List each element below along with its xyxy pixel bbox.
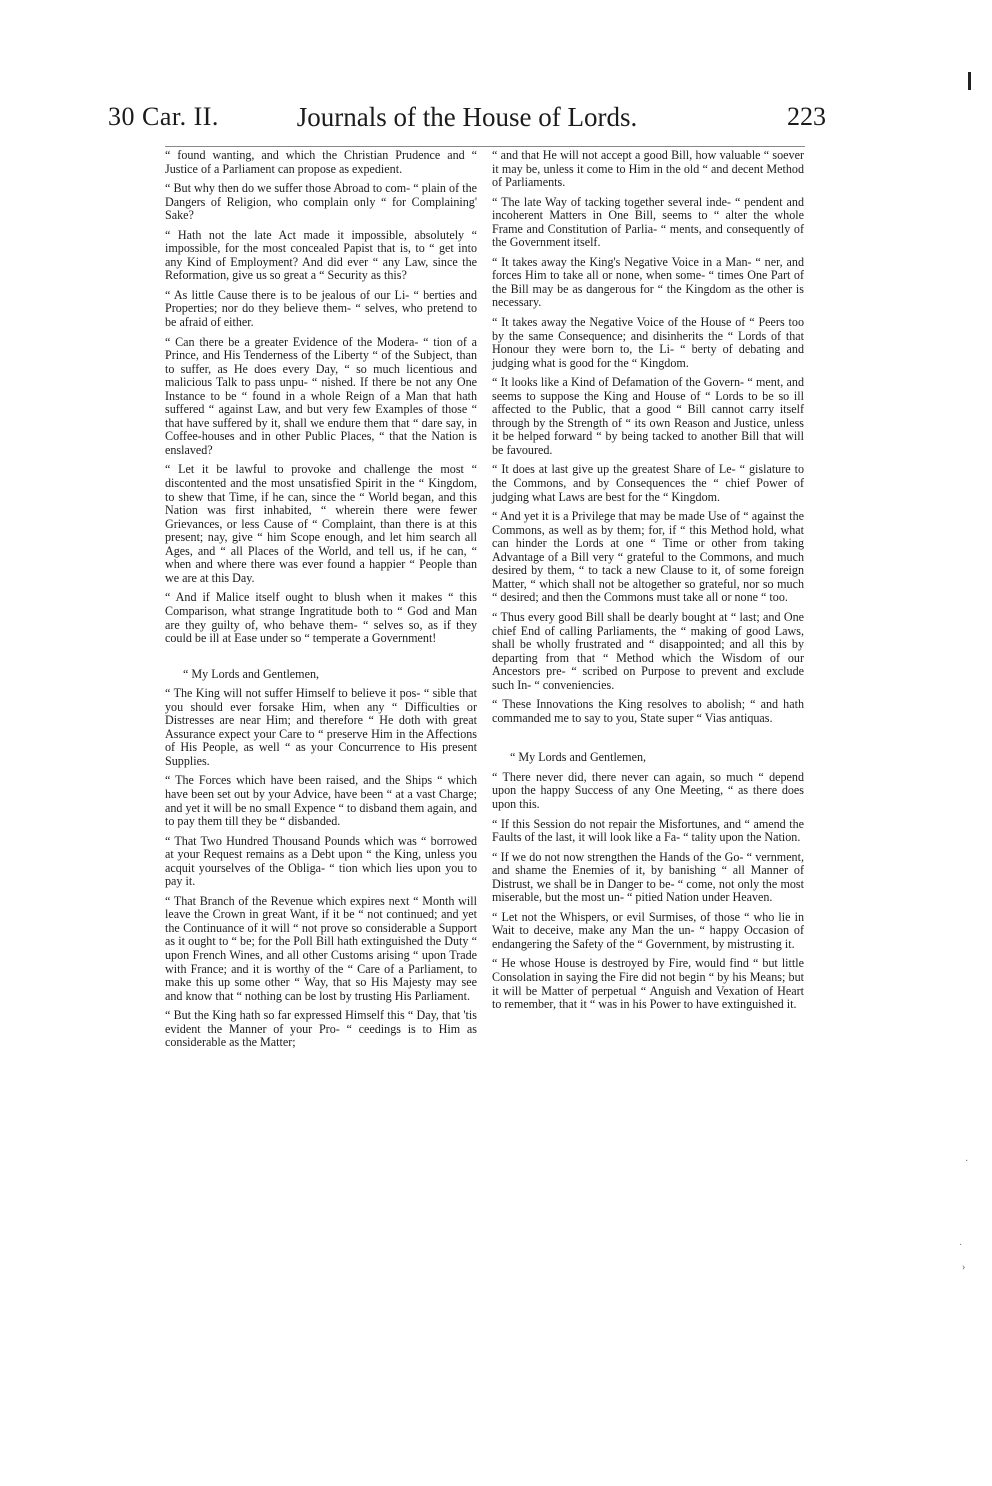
regnal-year: 30 Car. II. <box>108 102 219 131</box>
paragraph: “ Let it be lawful to provoke and challenge the most “ discontented and the most unsatisfied Spirit in the “ Kingdom, to shew that Time, if he can, since the “ World began, and this Nation was first inhabited, “ wherein there were fewer Grievances, or less Cause of “ Complaint, than there is at this present; nay, give “ him Scope enough, and let him search all Ages, and “ all Places of the World, and tell us, if he can, “ when and where there was ever found a happier “ People than we are at this Day. <box>165 462 477 585</box>
running-title: Journals of the House of Lords. <box>296 102 638 132</box>
header-rule <box>165 146 805 147</box>
paragraph: “ If we do not now strengthen the Hands of the Go- “ vernment, and shame the Enemies of it, by banishing “ all Manner of Distrust, we shall be in Danger to be- “ come, not only the most miserable, but the most un- “ pitied Nation under Heaven. <box>492 849 804 905</box>
paragraph: “ The late Way of tacking together several inde- “ pendent and incoherent Matters in One Bill, seems to “ alter the whole Frame and Constitution of Parlia- “ ments, and consequently of the Government itself. <box>492 194 804 250</box>
paragraph: “ That Branch of the Revenue which expires next “ Month will leave the Crown in great Want, if it be “ not continued; and yet the Continuance of it will “ not prove so considerable a Support as it ought to “ be; for the Poll Bill hath extinguished the Duty “ upon French Wines, and all other Customs arising “ upon Trade with France; and it is worthy of the “ Care of a Parliament, to make this up some other “ Way, that so His Majesty may see and know that “ nothing can be lost by trusting His Parliament. <box>165 893 477 1003</box>
paragraph: “ found wanting, and which the Christian Prudence and “ Justice of a Parliament can propose as expedient. <box>165 148 477 176</box>
paragraph: “ The King will not suffer Himself to believe it pos- “ sible that you should ever forsake Him, when any “ Difficulties or Distresses are near Him; and therefore “ He doth with great Assurance expect your Care to “ preserve Him in the Affections of His People, as well “ as your Concurrence to His present Supplies. <box>165 686 477 768</box>
paragraph: “ These Innovations the King resolves to abolish; “ and hath commanded me to say to you, State super “ Vias antiquas. <box>492 697 804 725</box>
paragraph: “ Can there be a greater Evidence of the Modera- “ tion of a Prince, and His Tenderness of the Liberty “ of the Subject, than to suffer, as He does every Day, “ so much licentious and malicious Talk to pass unpu- “ nished. If there be not any One Instance to be “ found in a whole Reign of a Man that hath suffered “ against Law, and but very few Examples of those “ that have suffered by it, shall we endure them that “ dare say, in Coffee-houses and in other Public Places, “ that the Nation is enslaved? <box>165 334 477 457</box>
margin-speck: › <box>962 1262 966 1273</box>
paragraph: “ Let not the Whispers, or evil Surmises, of those “ who lie in Wait to deceive, make any Man the un- “ happy Occasion of endangering the Safety of the “ Government, by mistrusting it. <box>492 909 804 951</box>
paragraph: “ And if Malice itself ought to blush when it makes “ this Comparison, what strange Ingratitude both to “ God and Man are they guilty of, who behave them- “ selves so, as if they could be ill at Ease under so “ temperate a Government! <box>165 590 477 646</box>
margin-mark <box>968 72 971 90</box>
paragraph: “ The Forces which have been raised, and the Ships “ which have been set out by your Advice, have been “ at a vast Charge; and yet it will be no small Expence “ to disband them again, and to pay them till they be “ disbanded. <box>165 773 477 829</box>
page-number: 223 <box>787 102 826 131</box>
paragraph: “ It looks like a Kind of Defamation of the Govern- “ ment, and seems to suppose the King and House of “ Lords to be so ill affected to the Public, that a good “ Bill cannot carry itself through by the Strength of “ its own Reason and Justice, unless it be helped forward “ by being tacked to another Bill that will be favoured. <box>492 375 804 457</box>
margin-speck: · <box>959 1240 963 1251</box>
paragraph: “ Hath not the late Act made it impossible, absolutely “ impossible, for the most concealed Papist that is, to “ get into any Kind of Employment? And did ever “ any Law, since the Reformation, give us so great a “ Security as this? <box>165 227 477 283</box>
paragraph: “ But the King hath so far expressed Himself this “ Day, that 'tis evident the Manner of your Pro- “ ceedings is to Him as considerable as the Matter; <box>165 1008 477 1050</box>
paragraph: “ And yet it is a Privilege that may be made Use of “ against the Commons, as well as by them; for, if “ this Method hold, what can hinder the Lords at one “ Time or other from taking Advantage of a Bill very “ grateful to the Commons, and much desired by them, “ to tack a new Clause to it, of some foreign Matter, “ which shall not be altogether so grateful, nor so much “ desired; and then the Commons must take all or none “ too. <box>492 509 804 605</box>
paragraph: “ and that He will not accept a good Bill, how valuable “ soever it may be, unless it come to Him in the old “ and decent Method of Parliaments. <box>492 148 804 190</box>
salutation: “ My Lords and Gentlemen, <box>183 666 320 681</box>
paragraph: “ It does at last give up the greatest Share of Le- “ gislature to the Commons, and by Consequences the “ chief Power of judging what Laws are best for the “ Kingdom. <box>492 462 804 504</box>
right-column <box>492 149 804 1018</box>
paragraph: “ He whose House is destroyed by Fire, would find “ but little Consolation in saying the Fire did not begin “ by his Means; but it will be Matter of perpetual “ Anguish and Vexation of Heart to remember, that it “ was in his Power to have extinguished it. <box>492 956 804 1012</box>
paragraph: “ But why then do we suffer those Abroad to com- “ plain of the Dangers of Religion, who complain only “ for Complaining' Sake? <box>165 181 477 223</box>
paragraph: “ It takes away the King's Negative Voice in a Man- “ ner, and forces Him to take all or none, when some- “ times One Part of the Bill may be as dangerous for “ the Kingdom as the other is necessary. <box>492 254 804 310</box>
paragraph: “ If this Session do not repair the Misfortunes, and “ amend the Faults of the last, it will look like a Fa- “ tality upon the Nation. <box>492 816 804 845</box>
paragraph: “ Thus every good Bill shall be dearly bought at “ last; and One chief End of calling Parliaments, the “ making of good Laws, shall be wholly frustrated and “ disappointed; and all this by departing from that “ Method which the Wisdom of our Ancestors pre- “ scribed on Purpose to prevent and exclude such In- “ conveniencies. <box>492 609 804 692</box>
paragraph: “ As little Cause there is to be jealous of our Li- “ berties and Properties; nor do they believe them- “ selves, who pretend to be afraid of either. <box>165 287 477 330</box>
margin-speck: · <box>965 1156 969 1167</box>
paragraph: “ There never did, there never can again, so much “ depend upon the happy Success of any One Meeting, “ as there does upon this. <box>492 769 804 811</box>
paragraph: “ That Two Hundred Thousand Pounds which was “ borrowed at your Request remains as a Debt upon “ the King, unless you acquit yourselves of the Obliga- “ tion which lies upon you to pay it. <box>165 833 477 889</box>
left-column <box>165 149 477 1056</box>
page-header <box>108 102 826 142</box>
salutation: “ My Lords and Gentlemen, <box>510 750 647 765</box>
paragraph: “ It takes away the Negative Voice of the House of “ Peers too by the same Consequence; and disinherits the “ Lords of that Honour they were born to, the Li- “ berty of debating and judging what is good for the “ Kingdom. <box>492 315 804 370</box>
